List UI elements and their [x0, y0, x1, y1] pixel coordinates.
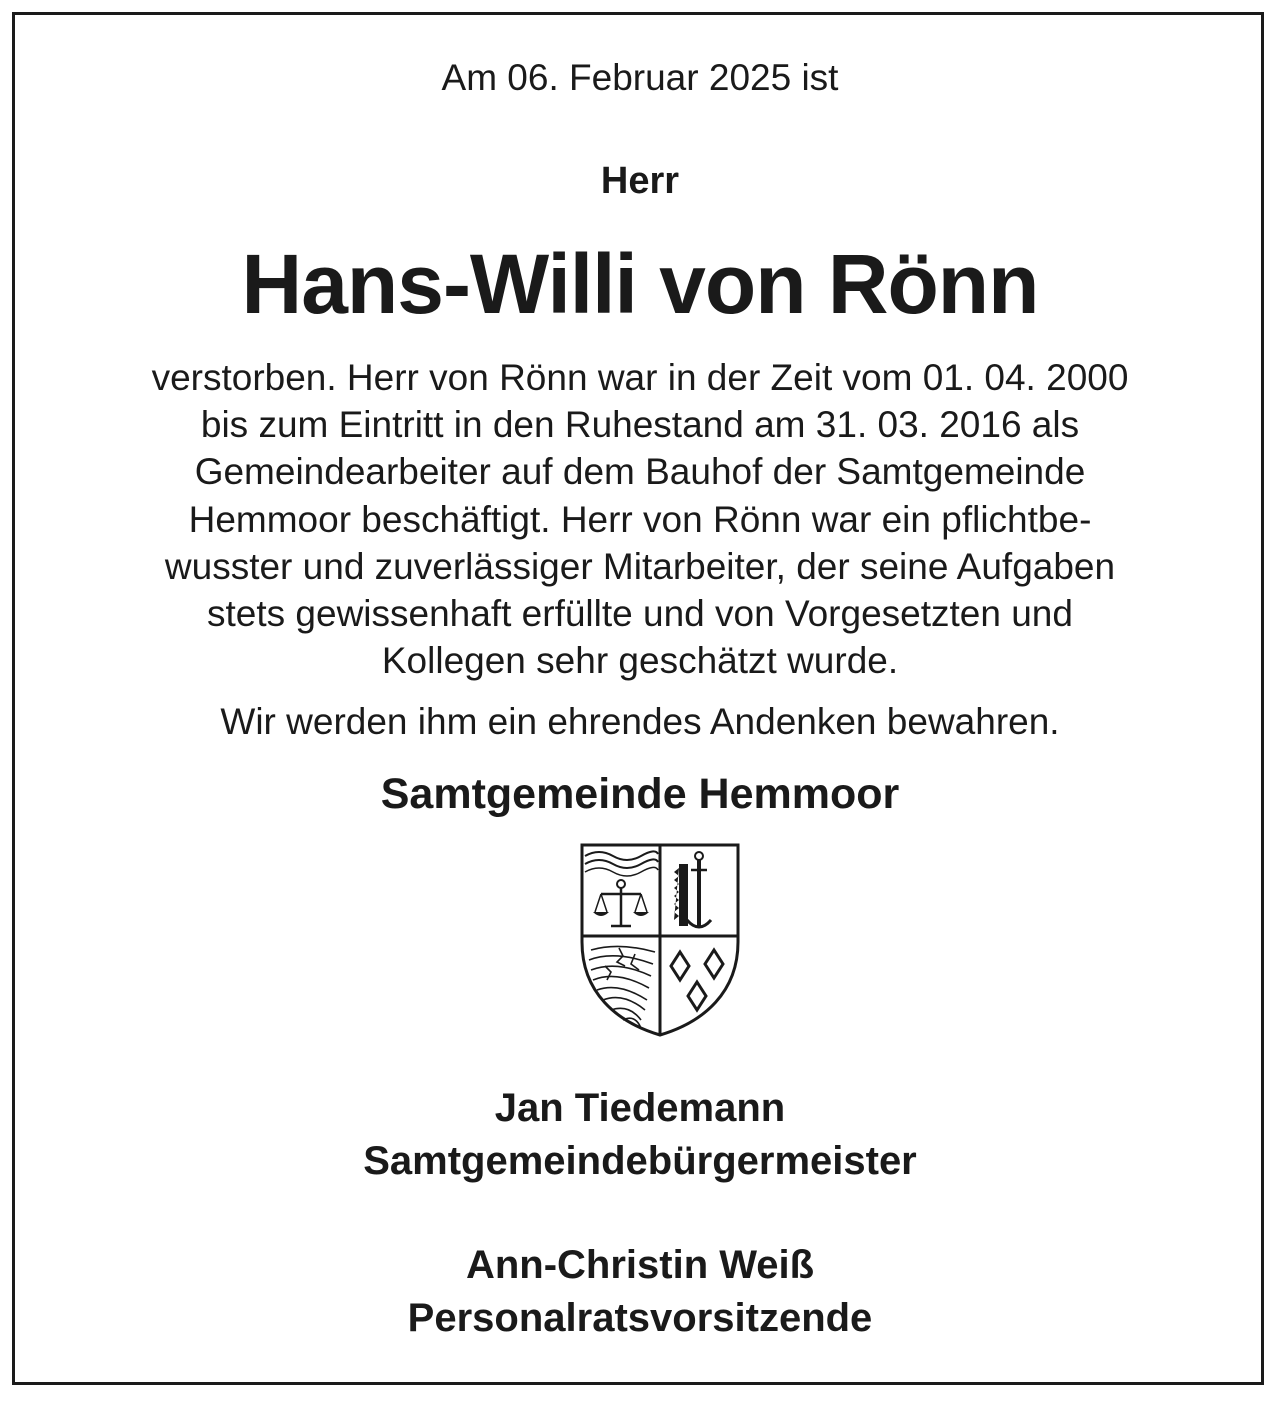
signatory-role: Samtgemeindebürgermeister — [363, 1139, 917, 1183]
body-line: wusster und zuverlässiger Mitarbeiter, der seine Aufgaben — [164, 545, 1116, 587]
deceased-name: Hans-Willi von Rönn — [241, 237, 1039, 331]
body-line: verstorben. Herr von Rönn war in der Zeit vom 01. 04. 2000 — [151, 357, 1129, 398]
body-line: stets gewissenhaft erfüllte und von Vorgesetzten und — [207, 593, 1073, 635]
municipal-coat-of-arms-icon — [579, 842, 741, 1038]
body-line: bis zum Eintritt in den Ruhestand am 31. 03. 2016 als — [200, 404, 1080, 446]
intro-text: Am 06. Februar 2025 ist — [441, 57, 839, 98]
organization-name: Samtgemeinde Hemmoor — [380, 770, 900, 818]
obituary-body — [0, 354, 1280, 684]
signatory-role: Personalratsvorsitzende — [407, 1296, 873, 1340]
salutation: Herr — [600, 160, 680, 202]
body-line: Hemmoor beschäftigt. Herr von Rönn war ein pflichtbe- — [188, 498, 1092, 540]
signatory-name: Jan Tiedemann — [494, 1086, 786, 1130]
signatory-name: Ann-Christin Weiß — [465, 1243, 815, 1287]
closing-sentence: Wir werden ihm ein ehrendes Andenken bewahren. — [220, 701, 1060, 742]
body-line: Gemeindearbeiter auf dem Bauhof der Samtgemeinde — [194, 451, 1086, 493]
body-line: Kollegen sehr geschätzt wurde. — [381, 640, 899, 682]
